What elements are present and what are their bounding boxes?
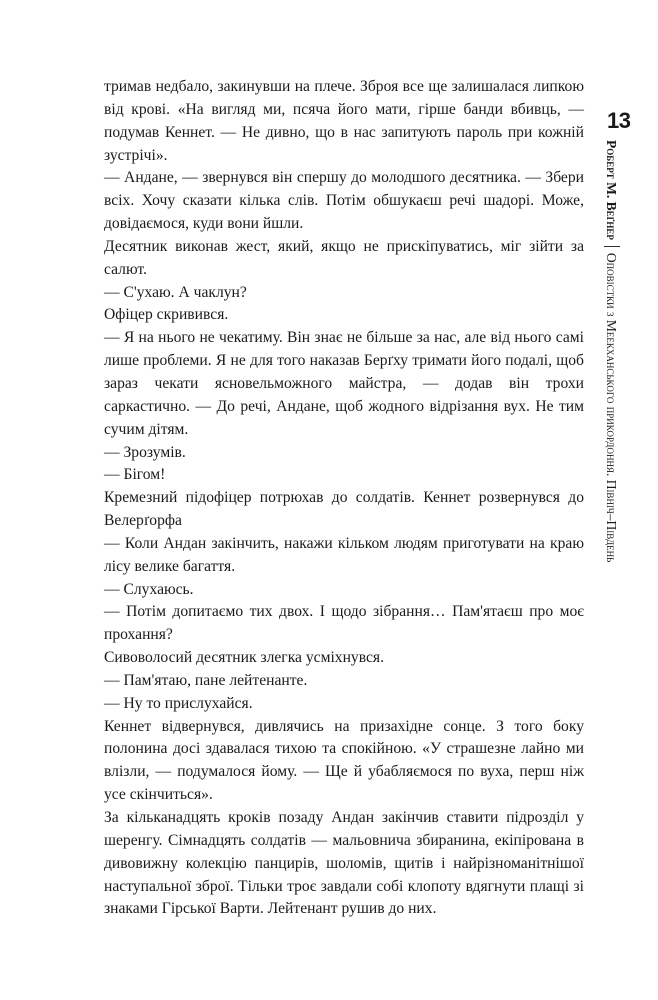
body-text <box>104 76 584 921</box>
running-head-divider <box>604 246 620 247</box>
page-number: 13 <box>607 108 631 133</box>
paragraph: — Ну то прислухайся. <box>104 694 253 712</box>
paragraph: Десятник виконав жест, який, якщо не прискіпуватись, міг зійти за салют. <box>104 237 584 278</box>
paragraph: — Потім допитаємо тих двох. І щодо зібрання… Пам'ятаєш про моє прохання? <box>104 603 584 644</box>
paragraph: Кеннет відвернувся, дивлячись на призахідне сонце. З того боку полонина досі здавалася тихою та спокійною. «У страшезне лайно ми влізли, — подумалося йому. — Ще й убабляємося по вуха, перш ніж усе скінчиться». <box>104 717 584 804</box>
paragraph: За кільканадцять кроків позаду Андан закінчив ставити підрозділ у шеренгу. Сімнадцять солдатів — мальовнича збиранина, екіпірована в дивовижну колекцію панцирів, шоломів, щитів і найрізноманітнішої наступальної зброї. Тільки троє завдали собі клопоту вдягнути плащі зі знаками Гірської Варти. Лейтенант рушив до них. <box>104 809 584 918</box>
running-head <box>603 140 620 562</box>
paragraph: — Андане, — звернувся він спершу до молодшого десятника. — Збери всіх. Хочу сказати кілька слів. Потім обшукаєш речі шадорі. Може, довідаємося, куди вони йшли. <box>104 169 584 233</box>
running-head-title: Оповістки з Меекханського прикордоння. Північ–Південь <box>604 252 619 563</box>
paragraph: — С'ухаю. А чаклун? <box>104 283 247 301</box>
paragraph: — Коли Андан закінчить, накажи кільком людям приготувати на краю лісу велике багаття. <box>104 534 584 575</box>
paragraph: — Зрозумів. <box>104 443 186 461</box>
paragraph: — Бігом! <box>104 466 166 484</box>
paragraph: — Я на нього не чекатиму. Він знає не більше за нас, але від нього самі лише проблеми. Я не для того наказав Берґху тримати його подалі, щоб зараз чекати ясновельможного майстра, — додав він трохи саркастично. — До речі, Андане, щоб жодного відрізання вух. Не тим сучим дітям. <box>104 329 584 438</box>
paragraph: — Пам'ятаю, пане лейтенанте. <box>104 671 308 689</box>
paragraph: Сивоволосий десятник злегка усміхнувся. <box>104 649 384 667</box>
paragraph: — Слухаюсь. <box>104 580 194 598</box>
paragraph: тримав недбало, закинувши на плече. Зброя все ще залишалася липкою від крові. «На вигляд ми, псяча його мати, гірше банди вбивць, — подумав Кеннет. — Не дивно, що в нас запитують пароль при кожній зустрічі». <box>104 78 584 164</box>
running-head-author: Роберт М. Веґнер <box>604 140 619 240</box>
paragraph: Офіцер скривився. <box>104 306 229 324</box>
paragraph: Кремезний підофіцер потрюхав до солдатів. Кеннет розвернувся до Велерґорфа <box>104 489 584 530</box>
